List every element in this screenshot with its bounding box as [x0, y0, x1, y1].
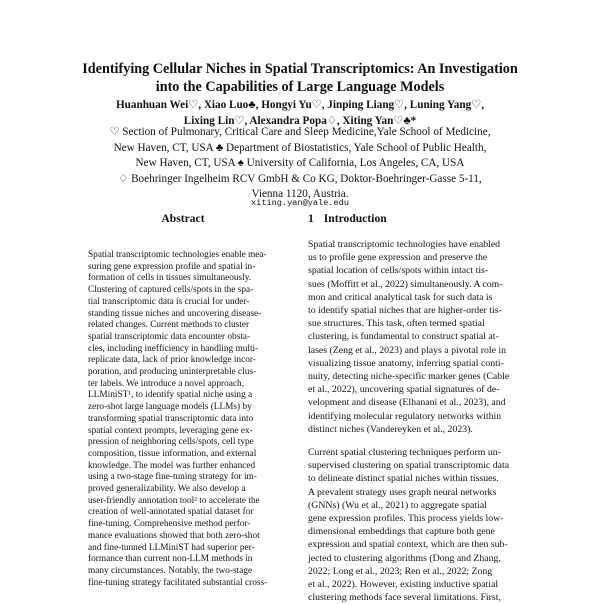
text-line: replicate data, lack of prior knowledge incor-: [88, 355, 256, 366]
affiliation-line: ♡ Section of Pulmonary, Critical Care and Sleep Medicine,Yale School of Medicine,: [109, 126, 491, 138]
text-line: dimensional embeddings that capture both gene: [308, 526, 495, 538]
text-line: proved generalizability. We also develop a: [88, 484, 246, 495]
introduction-text: [308, 238, 530, 604]
section-number: 1: [308, 212, 314, 225]
affiliation-line: ♢ Boehringer Ingelheim RCV GmbH & Co KG, Doktor-Boehringer-Gasse 5-11,: [118, 172, 482, 185]
text-line: Clustering of captured cells/spots in the spa-: [88, 285, 254, 296]
paragraph-gap: [308, 436, 530, 446]
text-line: sue structures. This task, often termed spatial: [308, 318, 485, 330]
text-line: Spatial transcriptomic technologies have enabled: [308, 239, 501, 250]
text-line: spatial transcriptomic data encounter obsta-: [88, 331, 251, 342]
text-line: cles, including inefficiency in handling multi-: [88, 343, 259, 354]
text-line: supervised clustering on spatial transcriptomic data: [308, 460, 510, 472]
text-line: clustering methods face several limitations. First,: [308, 592, 501, 604]
text-line: Spatial transcriptomic technologies enable mea-: [88, 250, 267, 260]
paper-title: [40, 60, 560, 96]
text-line: to delineate distinct spatial niches within tissues.: [308, 473, 499, 485]
text-line: (GNNs) (Wu et al., 2021) to aggregate spatial: [308, 499, 487, 511]
affiliation-line: New Haven, CT, USA ♠ University of California, Los Angeles, CA, USA: [135, 157, 465, 170]
title-line: Identifying Cellular Niches in Spatial Transcriptomics: An Investigation: [82, 61, 518, 77]
text-line: pression of neighboring cells/spots, cell type: [88, 437, 254, 448]
author-line: Huanhuan Wei♡, Xiao Luo♣, Hongyi Yu♡, Jinping Liang♡, Luning Yang♡,: [115, 99, 485, 111]
text-line: many circumstances. Notably, the two-stage: [88, 565, 253, 576]
text-line: nuity, detecting niche-specific marker genes (Cable: [308, 371, 510, 383]
text-line: expression and spatial context, which are then sub-: [308, 539, 508, 551]
text-line: transforming spatial transcriptomic data into: [88, 413, 254, 424]
text-line: zero-shot large language models (LLMs) by: [88, 402, 252, 413]
introduction-heading: [308, 212, 387, 225]
text-line: formance than current non-LLM methods in: [88, 554, 253, 565]
text-line: et al., 2022), uncovering spatial signatures of de-: [308, 384, 500, 396]
text-line: LLMiniST¹, to identify spatial niche using a: [88, 390, 253, 401]
text-line: creation of well-annotated spatial dataset for: [88, 507, 254, 518]
text-line: user-friendly annotation tool² to accelerate the: [88, 495, 260, 506]
text-line: gene expression profiles. This process yields low-: [308, 513, 504, 525]
text-line: knowledge. The model was further enhanced: [88, 460, 256, 471]
abstract-heading: Abstract: [161, 212, 205, 225]
text-line: A prevalent strategy uses graph neural networks: [308, 486, 497, 498]
text-line: jected to clustering algorithms (Dong and Zhang,: [308, 552, 501, 564]
text-line: composition, tissue information, and external: [88, 448, 257, 459]
text-line: to identify spatial niches that are higher-order tis-: [308, 305, 502, 317]
text-line: sues (Moffitt et al., 2022) simultaneously. A com-: [308, 278, 503, 290]
affiliation-line: Vienna 1120, Austria.: [251, 188, 349, 201]
text-line: spatial context prompts, leveraging gene ex-: [88, 425, 253, 436]
text-line: fine-tuning strategy facilitated substantial cross-: [88, 577, 268, 588]
text-line: related changes. Current methods to cluster: [88, 320, 250, 331]
text-line: visualizing tissue anatomy, inferring spatial conti-: [308, 357, 504, 369]
text-line: standing tissue niches and uncovering disease-: [88, 308, 262, 319]
title-line: into the Capabilities of Large Language Models: [155, 79, 445, 95]
text-line: poration, and producing uninterpretable clus-: [88, 367, 257, 378]
text-line: velopment and disease (Elhanani et al., 2023), and: [308, 397, 506, 409]
text-line: spatial location of cells/spots within intact tis-: [308, 265, 489, 277]
text-line: tial transcriptomic data is crucial for under-: [88, 296, 250, 307]
text-line: distinct niches (Vandereyken et al., 2023).: [308, 423, 473, 435]
text-line: suring gene expression profile and spatial in-: [88, 261, 256, 272]
affiliations: [60, 125, 540, 203]
text-line: fine-tuning. Comprehensive method perfor-: [88, 519, 251, 530]
text-line: et al., 2022). However, existing inductive spatial: [308, 579, 499, 591]
text-line: formation of cells in tissues simultaneously.: [88, 273, 252, 284]
author-line: Lixing Lin♡, Alexandra Popa♢, Xiting Yan♡♣*: [183, 115, 417, 127]
text-line: identifying molecular regulatory networks within: [308, 410, 502, 422]
text-line: using a two-stage fine-tuning strategy for im-: [88, 472, 257, 483]
text-line: Current spatial clustering techniques perform un-: [308, 447, 501, 459]
affiliation-line: New Haven, CT, USA ♣ Department of Biostatistics, Yale School of Public Health,: [113, 141, 487, 154]
text-line: 2022; Long et al., 2023; Ren et al., 2022; Zong: [308, 565, 493, 577]
text-line: and fine-tunned LLMiniST had superior per-: [88, 542, 255, 553]
text-line: clustering, is fundamental to construct spatial at-: [308, 331, 499, 343]
contact-email[interactable]: xiting.yan@yale.edu: [251, 198, 349, 208]
abstract-text: [88, 250, 278, 589]
text-line: us to profile gene expression and preserve the: [308, 252, 488, 264]
text-line: mon and critical analytical task for such data is: [308, 291, 493, 303]
text-line: mance evaluations showed that both zero-shot: [88, 530, 260, 541]
text-line: ter labels. We introduce a novel approach,: [88, 378, 245, 389]
section-title: Introduction: [323, 212, 387, 225]
text-line: lases (Zeng et al., 2023) and plays a pivotal role in: [308, 344, 507, 356]
